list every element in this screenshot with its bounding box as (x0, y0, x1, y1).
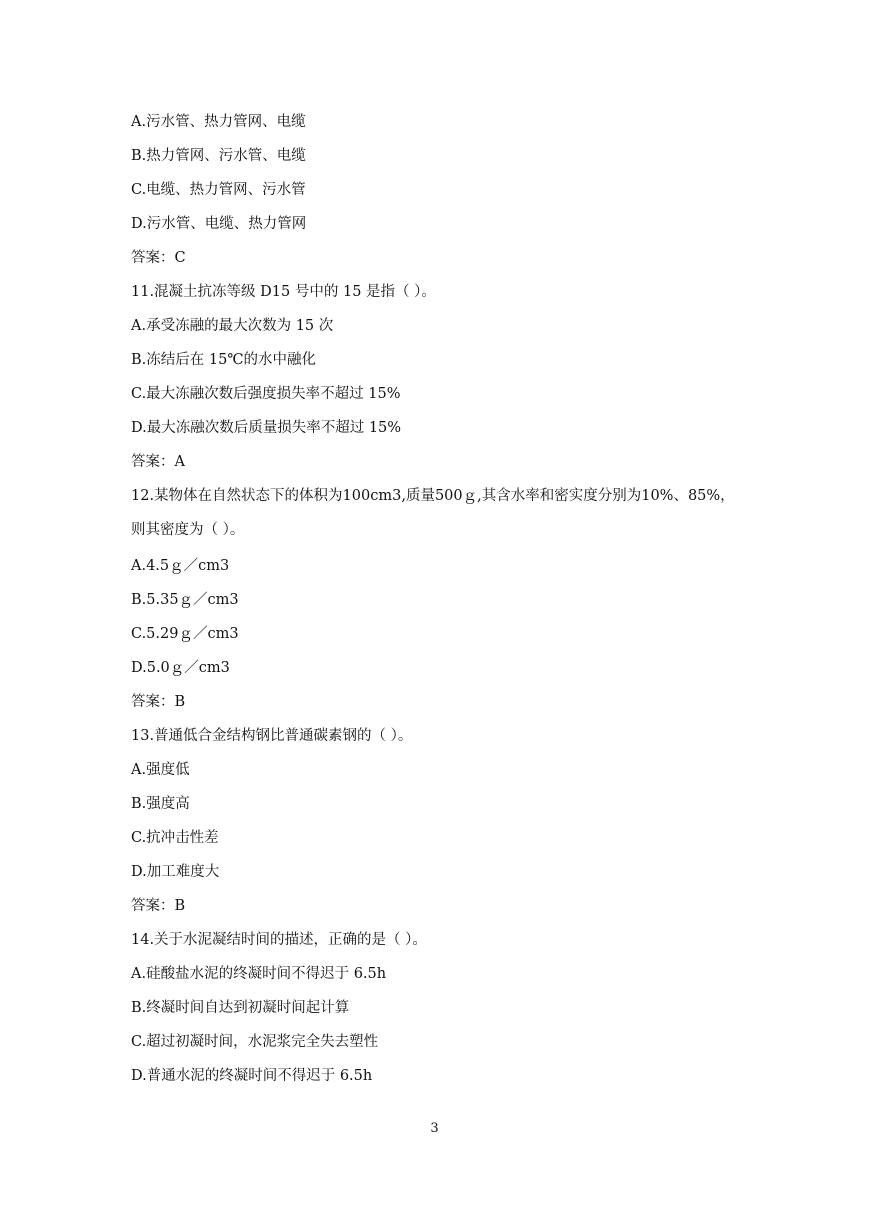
q11-answer: 答案：A (131, 454, 185, 470)
q14-question: 14.关于水泥凝结时间的描述，正确的是（ ）。 (131, 932, 427, 948)
page-number: 3 (430, 1121, 439, 1136)
q10-answer: 答案：C (131, 250, 186, 266)
q13-answer: 答案：B (131, 898, 186, 914)
q14-option-b: B.终凝时间自达到初凝时间起计算 (131, 1000, 350, 1016)
q12-question-line1: 12.某物体在自然状态下的体积为100cm3,质量500ｇ,其含水率和密实度分别为10%、85%， (131, 488, 735, 504)
q13-option-a: A.强度低 (131, 762, 190, 778)
q10-option-b: B.热力管网、污水管、电缆 (131, 148, 306, 164)
q12-answer: 答案：B (131, 694, 186, 710)
q12-option-a: A.4.5ｇ／cm3 (131, 558, 230, 574)
q11-option-c: C.最大冻融次数后强度损失率不超过 15% (131, 386, 401, 402)
q12-option-c: C.5.29ｇ／cm3 (131, 626, 239, 642)
q12-option-b: B.5.35ｇ／cm3 (131, 592, 239, 608)
q12-option-d: D.5.0ｇ／cm3 (131, 660, 230, 676)
q13-option-b: B.强度高 (131, 796, 190, 812)
q11-option-a: A.承受冻融的最大次数为 15 次 (131, 318, 334, 334)
q11-question: 11.混凝土抗冻等级 D15 号中的 15 是指（ ）。 (131, 284, 436, 300)
q11-option-b: B.冻结后在 15℃的水中融化 (131, 352, 317, 368)
q11-option-d: D.最大冻融次数后质量损失率不超过 15% (131, 420, 402, 436)
q10-option-d: D.污水管、电缆、热力管网 (131, 216, 307, 232)
q10-option-c: C.电缆、热力管网、污水管 (131, 182, 306, 198)
q14-option-c: C.超过初凝时间，水泥浆完全失去塑性 (131, 1034, 379, 1050)
q12-question-line2: 则其密度为（ ）。 (131, 522, 245, 538)
q13-question: 13.普通低合金结构钢比普通碳素钢的（ ）。 (131, 728, 413, 744)
q14-option-a: A.硅酸盐水泥的终凝时间不得迟于 6.5h (131, 966, 387, 982)
q13-option-c: C.抗冲击性差 (131, 830, 219, 846)
q14-option-d: D.普通水泥的终凝时间不得迟于 6.5h (131, 1068, 373, 1084)
q13-option-d: D.加工难度大 (131, 864, 220, 880)
q10-option-a: A.污水管、热力管网、电缆 (131, 114, 306, 130)
